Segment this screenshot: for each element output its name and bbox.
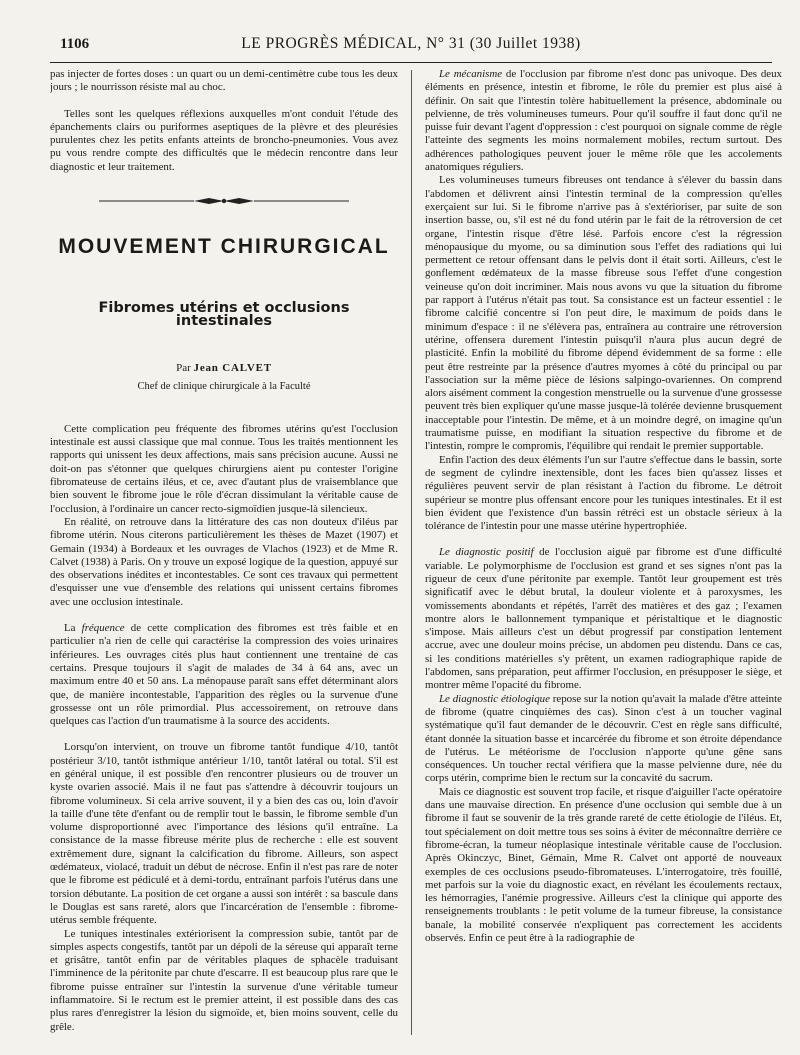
- ornament-divider: [50, 196, 398, 210]
- paragraph: Enfin l'action des deux éléments l'un sur l'autre s'effectue dans le bassin, sorte de segment de cylindre inextensible, dont les faces bien qu'assez lisses et régulières peuvent servir de plan résistant à l'action du fibrome. Le détroit supérieur se montre plus offensant encore pour les tuniques intestinales. Et il est bien évident que l'existence d'un bassin rétréci est un obstacle sérieux à la tolérance de l'intestin pour une masse utérine hypertrophiée.: [425, 453, 782, 533]
- journal-title: LE PROGRÈS MÉDICAL, N° 31 (30 Juillet 1938): [241, 35, 581, 52]
- byline: [50, 362, 398, 375]
- paragraph: En réalité, on retrouve dans la littérature des cas non douteux d'iléus par fibrome utérin. Nous citerons particulièrement les thèses de Mazet (1907) et Gemain (1934) à Bordeaux et les ouvrages de Vlachos (1923) et de Mme R. Calvet (1938) à Paris. On y trouve un exposé logique de la question, appuyé sur des observations inédites et incontestables. Ce sont ces travaux qui permettent d'esquisser une vue d'ensemble des relations qui unissent certains fibromes avec une occlusion intestinale.: [50, 515, 398, 608]
- paragraph: Les volumineuses tumeurs fibreuses ont tendance à s'élever du bassin dans l'abdomen et délivrent ainsi l'intestin terminal de la compression qu'elles exerçaient sur lui. Si le fibrome n'arrive pas à s'extérioriser, par suite de son insertion basse, ou, s'il est né du fond utérin par le fait de la rétroversion de cet organe, l'intestin risque d'être lésé. Parfois encore c'est la régression ménopausique du myome, ou sa diminution sous l'effet des radiations qui lui permettent ce retour offensant dans le pelvis dont il était sorti. Ailleurs, c'est le gonflement œdémateux de la masse fibreuse sous l'effet d'une congestion veineuse qu'on doit incriminer. Mais nous avons vu que la situation du fibrome par rapport à l'utérus n'était pas tout. Sa consistance est un facteur essentiel : le fibrome calcifié concentre si l'on peut dire, le maximum de poids dans le minimum d'espace : il ne s'élèvera pas, entraînera au contraire une rétroversion utérine, offensera durement l'intestin puisqu'il n'aura plus aucun degré de plasticité. Enfin la mobilité du fibrome dépend évidemment de sa forme : elle peut être restreinte par la présence d'autres myomes à côté du principal ou par l'association sur la même pièce de lésions salpingo-ovariennes. On comprend alors aisément comment la congestion menstruelle ou la survenue d'une grossesse peuvent très bien expliquer qu'une masse jusque-là tolérée devienne brusquement inacceptable pour l'intestin. De même, et à un moindre degré, on imagine qu'un traumatisme puisse, en modifiant la situation respective du fibrome et de l'intestin, rompre le compromis, l'équilibre qui rendait le premier supportable.: [425, 174, 782, 453]
- emphasis: Le diagnostic étiologique: [439, 692, 550, 705]
- paragraph: Mais ce diagnostic est souvent trop facile, et risque d'aiguiller l'acte opératoire dans une mauvaise direction. En présence d'une occlusion qui semble due à un fibrome il faut se souvenir de la très grande rareté de cette étiologie de l'iléus. Et, tout spécialement on doit mettre tous ses soins à éviter de méconnaître derrière ce fibrome-écran, la tumeur néoplasique intestinale véritable cause de l'occlusion. Après Okinczyc, Binet, Gémain, Mme R. Calvet ont apporté de nouveaux exemples de ces occlusions pseudo-fibromateuses. L'interrogatoire, très fouillé, met parfois sur la voie du diagnostic exact, en révélant les écoulements rectaux, les hémorragies, l'anémie progressive. Ailleurs c'est la clinique qui apporte des renseignements troublants : le petit volume de la tumeur fibreuse, la consistance banale, la mobilité conservée n'expliquent pas correctement les accidents observés. Enfin ce peut être à la radiographie de: [425, 785, 782, 944]
- author-name: Jean CALVET: [193, 362, 272, 375]
- emphasis: fréquence: [81, 622, 125, 635]
- paragraph: Le mécanisme de l'occlusion par fibrome n'est donc pas univoque. Des deux éléments en présence, intestin et fibrome, le rôle du premier est plus aisé à définir. On sait que l'intestin tolère habituellement la présence, abdominale ou pelvienne, de très volumineuses tumeurs. Pour qu'il souffre il faut donc qu'il ne puisse fuir devant l'agent d'oppression : c'est pourquoi on signale comme de règle l'atteinte des segments les moins normalement mobiles, rectum surtout. Des adhérences pathologiques peuvent jouer le même rôle que les accolements anatomiques réguliers.: [425, 68, 782, 174]
- column-rule: [411, 70, 412, 1035]
- author-affiliation: Chef de clinique chirurgicale à la Faculté: [137, 380, 311, 392]
- emphasis: Le diagnostic positif: [439, 546, 534, 559]
- paragraph: Cette complication peu fréquente des fibromes utérins qu'est l'occlusion intestinale est aussi classique que mal connue. Tous les traités mentionnent les rapports qui unissent les deux affections, mais sans précision aucune. Aussi ne doit-on pas s'étonner que quelques chirurgiens aient pu contester l'origine fibromateuse de certains iléus, et ce, avec d'autant plus de vraisemblance que bien souvent le fibrome joue le rôle d'écran dissimulant la véritable cause de l'occlusion, à l'ordinaire un cancer recto-sigmoïdien jusque-là silencieux.: [50, 422, 398, 515]
- page-header: [50, 26, 772, 63]
- article-title: Fibromes utérins et occlusions intestinales: [98, 299, 350, 329]
- paragraph: Lorsqu'on intervient, on trouve un fibrome tantôt fundique 4/10, tantôt postérieur 3/10, tantôt isthmique antérieur 1/10, tantôt latéral ou total. S'il est en général unique, il est possible d'en rencontrer plusieurs ou de trouver un kyste ovarien associé. Mais il ne faut pas s'attendre à découvrir toujours un fibrome volumineux. Si cela arrive souvent, il y a bien des cas ou, loin d'avoir la taille d'une tête d'enfant ou de remplir tout le bassin, le fibrome semble d'un volume disproportionné avec l'importance des lésions qu'il entraîne. La consistance de la masse fibreuse mérite plus de recherche : elle est souvent extrêmement dure, signant la calcification du fibrome. Ailleurs, son aspect œdémateux, violacé, traduit un début de nécrose. Enfin il n'est pas rare de noter que le fibrome est pédiculé et à demi-tordu, entraînant parfois l'utérus dans une torsion débutante. La position de cet organe a aussi son intérêt : sa bascule dans le Douglas est sans rareté, alors que l'incarcération de l'ensemble : fibrome-utérus semble fréquente.: [50, 741, 398, 927]
- paragraph: Le diagnostic étiologique repose sur la notion qu'avait la malade d'être atteinte de fibrome (quatre cinquièmes des cas). Sinon c'est à un toucher vaginal systématique qu'il faut demander de le découvrir. C'est en règle sans difficulté, étant donnée la situation basse et incarcérée du fibrome et son étroite dépendance de l'utérus. Le météorisme de l'occlusion n'apporte qu'une gêne sans conséquences. Un toucher rectal vérifiera que la masse pelvienne dure, née du corps utérin, comprime bien le rectum sur la concavité du sacrum.: [425, 692, 782, 785]
- paragraph: Telles sont les quelques réflexions auxquelles m'ont conduit l'étude des épanchements clairs ou puriformes aseptiques de la plèvre et des pleurésies purulentes chez les petits enfants atteints de broncho-pneumonies. Vous avez pu vous rendre compte des difficultés que le médecin rencontre dans leur diagnostic et leur traitement.: [50, 107, 398, 173]
- paragraph: Le diagnostic positif de l'occlusion aiguë par fibrome est d'une difficulté variable. Le polymorphisme de l'occlusion est grand et ses signes n'ont pas la rigueur de ceux d'une péritonite par exemple. Tantôt leur groupement est très significatif avec le début brutal, la douleur violente et à paroxysmes, les vomissements abondants et répétés, l'arrêt des matières et des gaz ; l'examen montre alors le ballonnement tympanique et péristaltique et le diagnostic s'impose. Mais ailleurs c'est un début progressif par constipation lentement accrue, avec une douleur moins précise, un abdomen peu distendu. Dans ce cas, si les conditions matérielles s'y prêtent, un examen radiographique rapide de l'abdomen, sans préparation, peut affirmer l'occlusion, en présupposer le siège, et montrer même l'opacité du fibrome.: [425, 546, 782, 692]
- page-number: 1106: [60, 36, 90, 52]
- paragraph: La fréquence de cette complication des fibromes est très faible et en particulier n'a rien de celle qui caractérise la compression des voies urinaires inférieures. Les ouvrages cités plus haut contiennent une trentaine de cas certains. Presque toujours il s'agit de malades de 34 à 64 ans, avec un maximum entre 40 et 50 ans. La ménopause paraît sans effet déterminant alors que, de manière incontestable, l'apparition des règles ou la survenue d'une grossesse ont un rôle primordial. Plus accessoirement, on retrouve dans quelques cas l'action d'un traumatisme à la source des accidents.: [50, 622, 398, 728]
- left-column: [50, 68, 398, 1038]
- emphasis: Le mécanisme: [439, 68, 503, 80]
- paragraph: pas injecter de fortes doses : un quart ou un demi-centimètre cube tous les deux jours ; le nourrisson résiste mal au choc.: [50, 68, 398, 94]
- section-rubric: MOUVEMENT CHIRURGICAL: [58, 235, 390, 259]
- paragraph: Le tuniques intestinales extériorisent la compression subie, tantôt par de simples aspects congestifs, tantôt par un dépoli de la séreuse qui apparaît terne et grisâtre, tantôt enfin par de véritables plaques de sphacèle traduisant l'imminence de la péritonite par chute d'escarre. Il est beaucoup plus rare que le fibrome puisse entraîner sur l'intestin la survenue d'une véritable tumeur inflammatoire. Si le rectum est le premier atteint, il est possible dans des cas plus rares d'enregistrer la lésion du sigmoïde, et, bien moins souvent, celle du grêle.: [50, 927, 398, 1033]
- byline-prefix: Par: [176, 362, 191, 375]
- ornament-icon: [99, 196, 349, 206]
- right-column: [425, 68, 782, 1038]
